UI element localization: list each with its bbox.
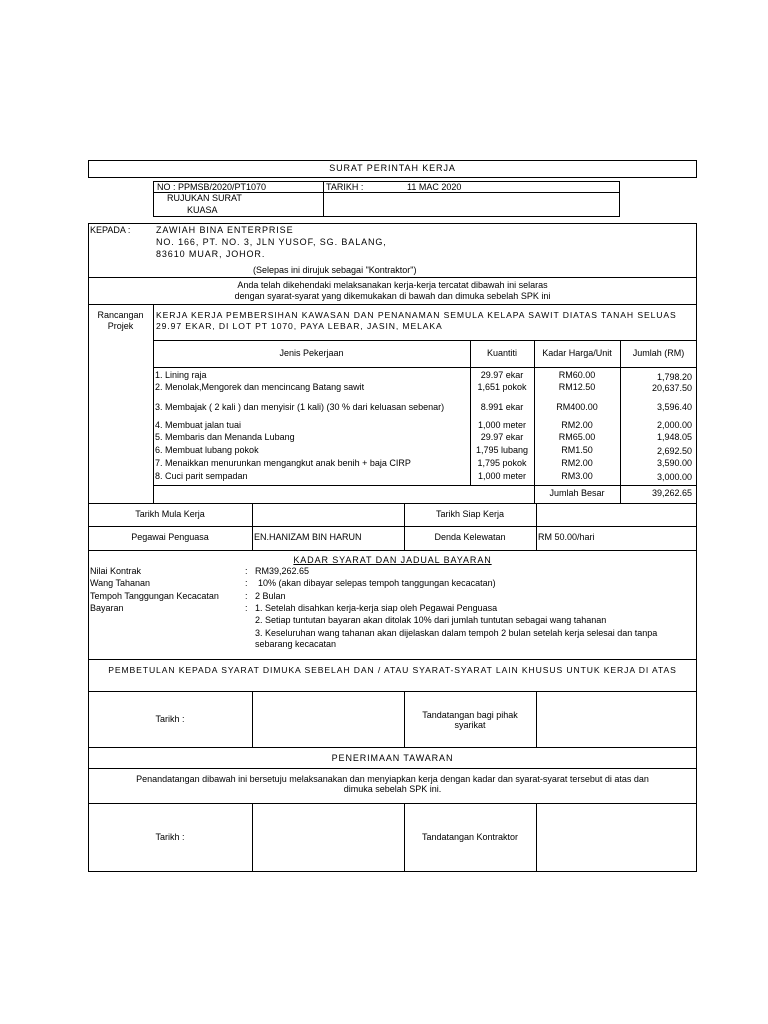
wang-tahanan-label: Wang Tahanan (90, 578, 151, 588)
row-5-desc: 5. Membaris dan Menanda Lubang (155, 432, 295, 442)
row-8-amount: 3,000.00 (656, 472, 692, 482)
denda-label: Denda Kelewatan (434, 532, 506, 542)
row-2-qty: 1,651 pokok (477, 382, 527, 392)
syarat-title: KADAR SYARAT DAN JADUAL BAYARAN (293, 555, 492, 565)
projek-line1: KERJA KERJA PEMBERSIHAN KAWASAN DAN PENANAMAN SEMULA KELAPA SAWIT DIATAS TANAH SELUAS (156, 310, 677, 320)
rujukan-line1: RUJUKAN SURAT (167, 193, 242, 203)
bayaran-item-3b: sebarang kecacatan (255, 639, 337, 649)
intro-line1: Anda telah dikehendaki melaksanakan kerja-kerja tercatat dibawah ini selaras (237, 280, 548, 290)
tempoh-value: 2 Bulan (255, 591, 286, 601)
projek-label-2: Projek (107, 321, 134, 331)
colon-4: : (245, 603, 248, 613)
row-4-rate: RM2.00 (561, 420, 593, 430)
projek-label-1: Rancangan (97, 310, 144, 320)
header-kadar: Kadar Harga/Unit (542, 348, 612, 358)
pembetulan-sign-line2: syarikat (454, 720, 486, 730)
tarikh-siap-label: Tarikh Siap Kerja (435, 509, 505, 519)
row-4-desc: 4. Membuat jalan tuai (155, 420, 242, 430)
contractor-address-1: NO. 166, PT. NO. 3, JLN YUSOF, SG. BALANG, (156, 237, 387, 247)
row-4-amount: 2,000.00 (656, 420, 692, 430)
row-4-qty: 1,000 meter (477, 420, 527, 430)
penerimaan-line1: Penandatangan dibawah ini bersetuju melaksanakan dan menyiapkan kerja dengan kadar dan syarat-syarat tersebut di atas dan (136, 774, 649, 784)
row-2-rate: RM12.50 (558, 382, 596, 392)
penerimaan-title: PENERIMAAN TAWARAN (331, 753, 454, 763)
row-7-rate: RM2.00 (561, 458, 593, 468)
pembetulan-title: PEMBETULAN KEPADA SYARAT DIMUKA SEBELAH DAN / ATAU SYARAT-SYARAT LAIN KHUSUS UNTUK KERJA DI ATAS (108, 665, 677, 675)
penerimaan-sign-label: Tandatangan Kontraktor (421, 832, 519, 842)
pembetulan-tarikh-label: Tarikh : (155, 714, 185, 724)
row-1-desc: 1. Lining raja (155, 370, 207, 380)
contractor-name: ZAWIAH BINA ENTERPRISE (156, 225, 294, 235)
colon-2: : (245, 578, 248, 588)
row-2-desc: 2. Menolak,Mengorek dan mencincang Batang sawit (155, 382, 365, 392)
tarikh-value: 11 MAC 2020 (407, 182, 462, 192)
row-7-desc: 7. Menaikkan menurunkan mengangkut anak benih + baja CIRP (155, 458, 411, 468)
tarikh-mula-label: Tarikh Mula Kerja (135, 509, 205, 519)
pegawai-label: Pegawai Penguasa (131, 532, 209, 542)
row-2-amount: 20,637.50 (651, 383, 692, 393)
row-1-qty: 29.97 ekar (480, 370, 524, 380)
row-8-qty: 1,000 meter (477, 471, 527, 481)
row-3-desc: 3. Membajak ( 2 kali ) dan menyisir (1 kali) (30 % dari keluasan sebenar) (155, 402, 445, 412)
pegawai-value: EN.HANIZAM BIN HARUN (254, 532, 362, 542)
contractor-note: (Selepas ini dirujuk sebagai "Kontraktor") (253, 265, 417, 275)
denda-value: RM 50.00/hari (538, 532, 595, 542)
row-7-qty: 1,795 pokok (477, 458, 527, 468)
penerimaan-sign-field[interactable] (537, 804, 696, 871)
penerimaan-tarikh-field[interactable] (253, 804, 403, 871)
colon-3: : (245, 591, 248, 601)
total-label: Jumlah Besar (549, 488, 605, 498)
header-jumlah: Jumlah (RM) (632, 348, 685, 358)
kepada-label: KEPADA : (90, 225, 131, 235)
bayaran-item-3a: 3. Keseluruhan wang tahanan akan dijelaskan dalam tempoh 2 bulan setelah kerja selesai dan tanpa (255, 628, 658, 638)
header-kuantiti: Kuantiti (486, 348, 518, 358)
row-1-amount: 1,798.20 (656, 372, 692, 382)
row-8-rate: RM3.00 (561, 471, 593, 481)
header-jenis: Jenis Pekerjaan (279, 348, 344, 358)
row-5-qty: 29.97 ekar (480, 432, 524, 442)
row-1-rate: RM60.00 (558, 370, 596, 380)
row-6-qty: 1,795 lubang (475, 445, 529, 455)
nilai-kontrak-value: RM39,262.65 (255, 566, 310, 576)
bayaran-item-1: 1. Setelah disahkan kerja-kerja siap oleh Pegawai Penguasa (255, 603, 498, 613)
projek-line2: 29.97 EKAR, DI LOT PT 1070, PAYA LEBAR, JASIN, MELAKA (156, 321, 443, 331)
tempoh-label: Tempoh Tanggungan Kecacatan (90, 591, 219, 601)
bayaran-label: Bayaran (90, 603, 124, 613)
penerimaan-line2: dimuka sebelah SPK ini. (343, 784, 442, 794)
pembetulan-tarikh-field[interactable] (253, 692, 403, 746)
row-8-desc: 8. Cuci parit sempadan (155, 471, 248, 481)
total-value: 39,262.65 (651, 488, 692, 498)
nilai-kontrak-label: Nilai Kontrak (90, 566, 142, 576)
contractor-address-2: 83610 MUAR, JOHOR. (156, 249, 266, 259)
row-6-rate: RM1.50 (561, 445, 593, 455)
row-3-qty: 8.991 ekar (480, 402, 524, 412)
row-3-rate: RM400.00 (556, 402, 598, 412)
intro-line2: dengan syarat-syarat yang dikemukakan di bawah dan dimuka sebelah SPK ini (234, 291, 551, 301)
wang-tahanan-value: 10% (akan dibayar selepas tempoh tanggungan kecacatan) (258, 578, 496, 588)
row-6-amount: 2,692.50 (656, 446, 692, 456)
colon-1: : (245, 566, 248, 576)
pembetulan-sign-line1: Tandatangan bagi pihak (422, 710, 518, 720)
document-title: SURAT PERINTAH KERJA (329, 163, 456, 173)
row-7-amount: 3,590.00 (656, 458, 692, 468)
row-6-desc: 6. Membuat lubang pokok (155, 445, 259, 455)
row-5-rate: RM65.00 (558, 432, 596, 442)
tarikh-label: TARIKH : (326, 182, 364, 192)
rujukan-line2: KUASA (187, 205, 218, 215)
pembetulan-sign-field[interactable] (537, 692, 696, 746)
bayaran-item-2: 2. Setiap tuntutan bayaran akan ditolak 10% dari jumlah tuntutan sebagai wang tahanan (255, 615, 607, 625)
row-5-amount: 1,948.05 (656, 432, 692, 442)
penerimaan-tarikh-label: Tarikh : (155, 832, 185, 842)
row-3-amount: 3,596.40 (656, 402, 692, 412)
reference-number: NO : PPMSB/2020/PT1070 (157, 182, 267, 192)
